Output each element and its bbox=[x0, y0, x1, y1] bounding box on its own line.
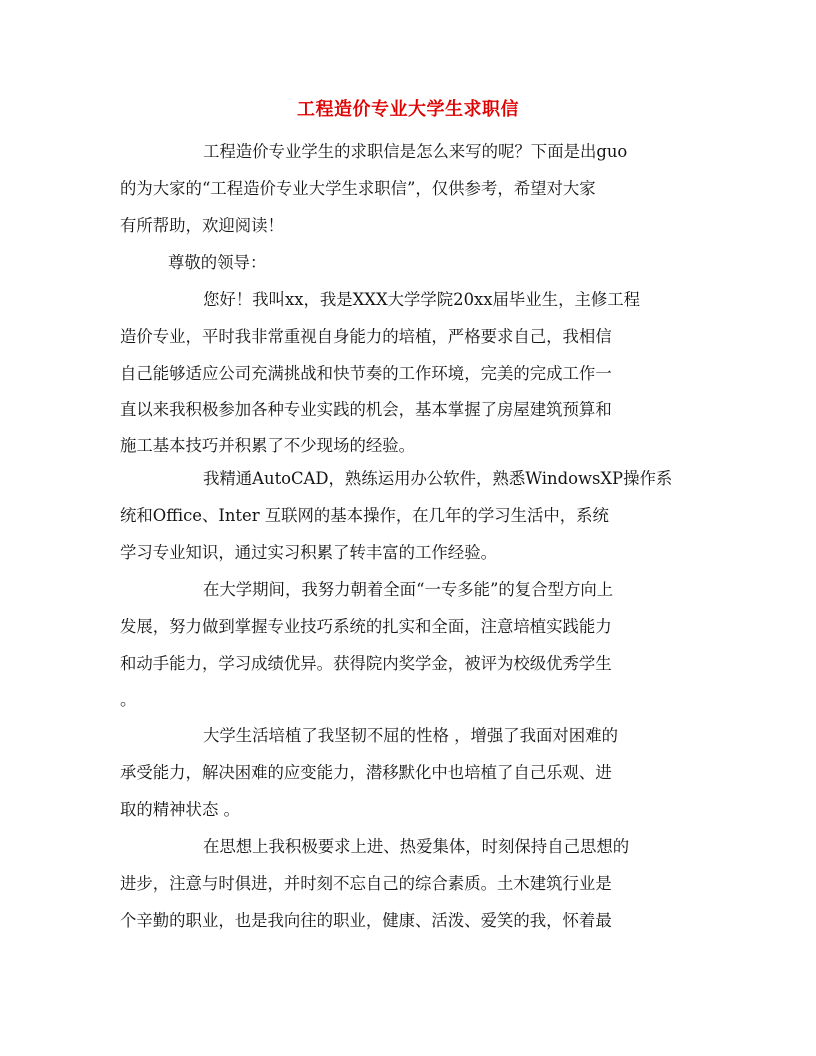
intro-line-2: 的为大家的“工程造价专业大学生求职信”，仅供参考，希望对大家 bbox=[120, 179, 596, 198]
paragraph-4-line-3: 取的精神状态 。 bbox=[120, 800, 240, 819]
paragraph-5-line-3: 个辛勤的职业，也是我向往的职业，健康、活泼、爱笑的我，怀着最 bbox=[120, 911, 612, 930]
paragraph-5-line-1: 在思想上我积极要求上进、热爱集体，时刻保持自己思想的 bbox=[203, 837, 630, 856]
paragraph-3-line-2: 发展，努力做到掌握专业技巧系统的扎实和全面，注意培植实践能力 bbox=[120, 617, 612, 636]
document-title: 工程造价专业大学生求职信 bbox=[297, 99, 519, 120]
paragraph-1-line-5: 施工基本技巧并积累了不少现场的经验。 bbox=[120, 436, 416, 455]
intro-line-1: 工程造价专业学生的求职信是怎么来写的呢？下面是出guo bbox=[203, 142, 628, 161]
paragraph-2-line-1: 我精通AutoCAD，熟练运用办公软件，熟悉WindowsXP操作系 bbox=[203, 469, 673, 488]
intro-line-3: 有所帮助，欢迎阅读！ bbox=[120, 216, 284, 235]
paragraph-2-line-2: 统和Office、Inter 互联网的基本操作，在几年的学习生活中，系统 bbox=[120, 506, 609, 525]
paragraph-1-line-2: 造价专业，平时我非常重视自身能力的培植，严格要求自己，我相信 bbox=[120, 327, 612, 346]
paragraph-4-line-2: 承受能力，解决困难的应变能力，潜移默化中也培植了自己乐观、进 bbox=[120, 763, 612, 782]
paragraph-1-line-1: 您好！我叫xx，我是XXX大学学院20xx届毕业生，主修工程 bbox=[203, 290, 641, 309]
paragraph-1-line-3: 自己能够适应公司充满挑战和快节奏的工作环境，完美的完成工作一 bbox=[120, 364, 612, 383]
paragraph-5-line-2: 进步，注意与时俱进，并时刻不忘自己的综合素质。土木建筑行业是 bbox=[120, 874, 612, 893]
paragraph-3-line-3: 和动手能力，学习成绩优异。获得院内奖学金，被评为校级优秀学生 bbox=[120, 654, 612, 673]
paragraph-3-line-4: 。 bbox=[120, 690, 137, 709]
salutation: 尊敬的领导： bbox=[168, 253, 267, 272]
paragraph-3-line-1: 在大学期间，我努力朝着全面“一专多能”的复合型方向上 bbox=[203, 580, 614, 599]
paragraph-2-line-3: 学习专业知识，通过实习积累了转丰富的工作经验。 bbox=[120, 543, 497, 562]
paragraph-4-line-1: 大学生活培植了我坚韧不屈的性格 ，增强了我面对困难的 bbox=[203, 726, 618, 745]
paragraph-1-line-4: 直以来我积极参加各种专业实践的机会，基本掌握了房屋建筑预算和 bbox=[120, 400, 612, 419]
